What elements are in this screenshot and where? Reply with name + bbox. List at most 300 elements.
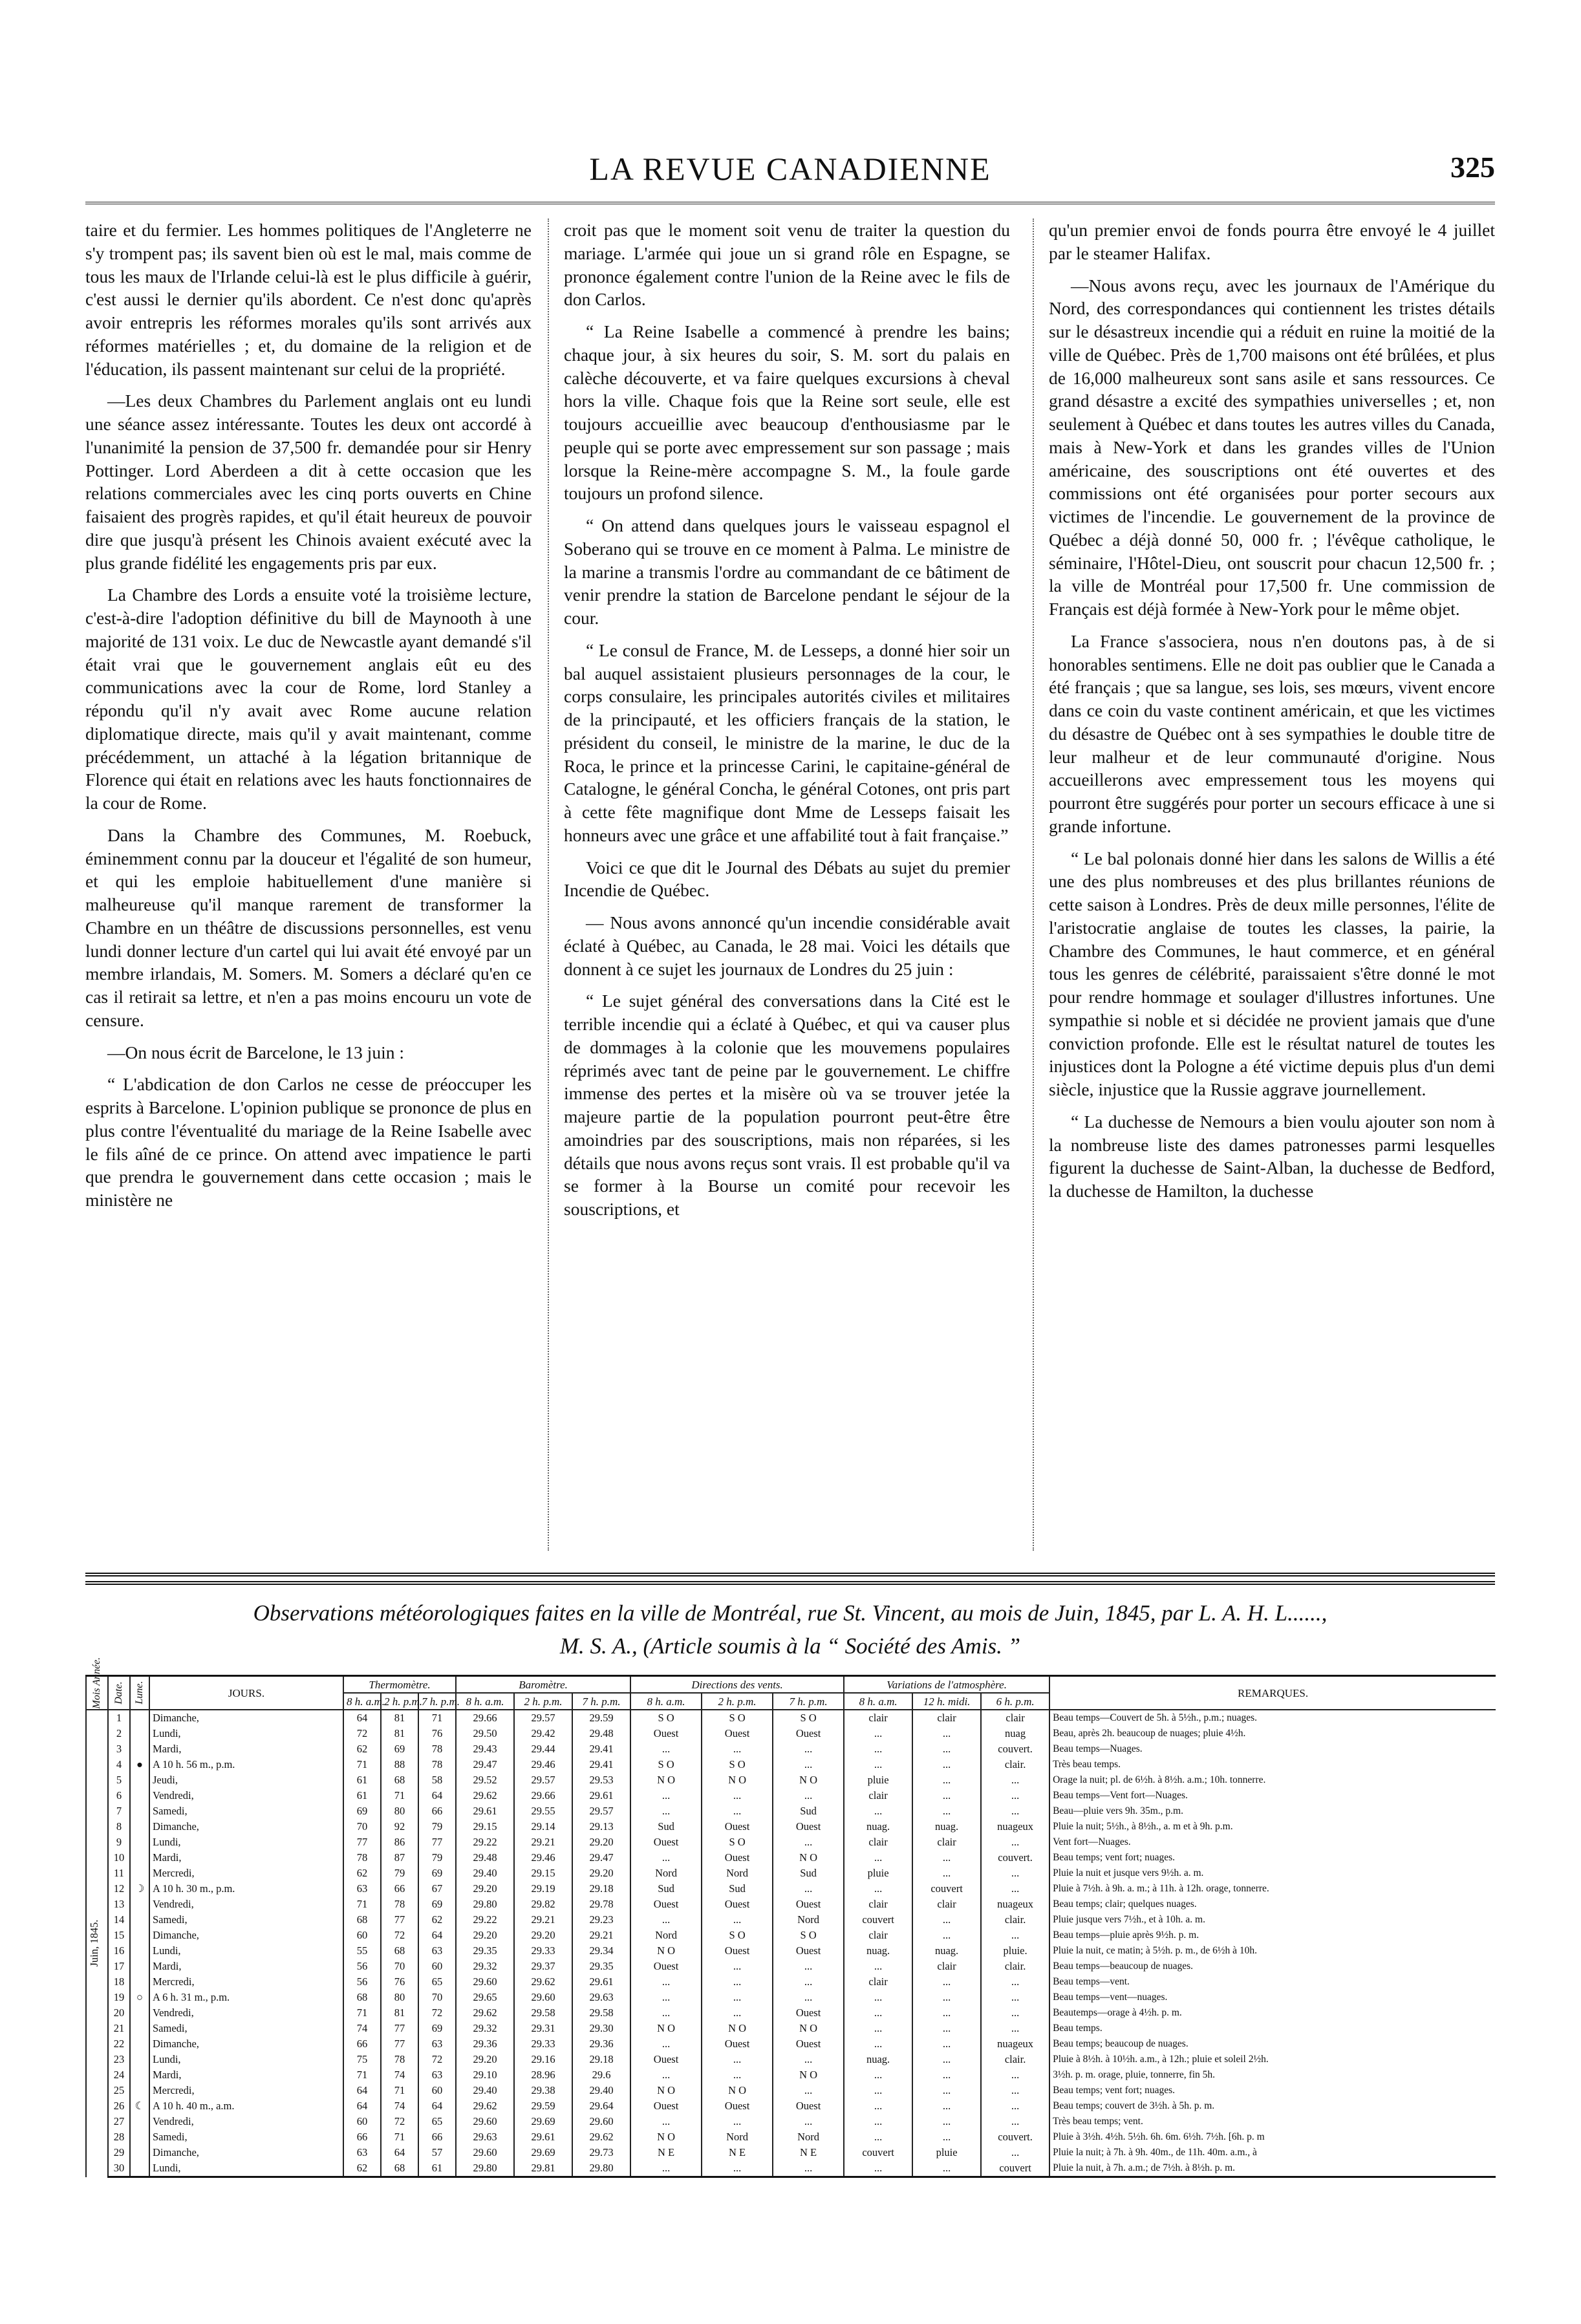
remark-cell: Beau, après 2h. beaucoup de nuages; pluie 4½h. (1049, 1726, 1496, 1741)
wind-cell: S O (702, 1834, 773, 1850)
section-rule (85, 1573, 1495, 1576)
remark-cell: Beau temps—Nuages. (1049, 1741, 1496, 1757)
barometer-cell: 29.73 (572, 2145, 630, 2160)
moon-phase-cell (130, 1803, 149, 1819)
table-row (86, 1881, 1496, 1897)
barometer-cell: 29.60 (456, 2145, 514, 2160)
atmosphere-cell: ... (912, 2052, 981, 2067)
day-cell: Dimanche, (149, 1710, 343, 1726)
moon-phase-cell: ○ (130, 1990, 149, 2005)
table-row (86, 1710, 1496, 1726)
date-cell: 8 (108, 1819, 130, 1834)
wind-cell: ... (773, 1881, 844, 1897)
day-cell: Dimanche, (149, 2036, 343, 2052)
atmosphere-cell: clair (844, 1974, 912, 1990)
wind-cell: ... (773, 2052, 844, 2067)
atmosphere-cell: clair. (981, 1959, 1049, 1974)
day-cell: Samedi, (149, 2021, 343, 2036)
wind-cell: Ouest (702, 2036, 773, 2052)
thermometer-cell: 70 (381, 1959, 418, 1974)
moon-phase-cell (130, 2083, 149, 2098)
thermometer-cell: 71 (381, 1788, 418, 1803)
wind-cell: Sud (773, 1803, 844, 1819)
subheader: 2 h. p.m. (702, 1693, 773, 1710)
paragraph: Voici ce que dit le Journal des Débats au sujet du premier Incendie de Québec. (564, 857, 1010, 901)
thermometer-cell: 69 (418, 1897, 456, 1912)
atmosphere-cell: couvert. (981, 1741, 1049, 1757)
wind-cell: ... (702, 1788, 773, 1803)
date-cell: 12 (108, 1881, 130, 1897)
atmosphere-cell: ... (981, 1834, 1049, 1850)
date-cell: 29 (108, 2145, 130, 2160)
moon-phase-cell (130, 1772, 149, 1788)
subheader: 7 h. p.m. (572, 1693, 630, 1710)
thermometer-cell: 72 (418, 2052, 456, 2067)
thermometer-cell: 78 (381, 2052, 418, 2067)
barometer-cell: 29.57 (572, 1803, 630, 1819)
date-cell: 26 (108, 2098, 130, 2114)
moon-phase-cell (130, 2052, 149, 2067)
wind-cell: ... (702, 2114, 773, 2129)
weather-table-body (86, 1710, 1496, 2177)
atmosphere-cell: pluie. (981, 1943, 1049, 1959)
thermometer-cell: 75 (343, 2052, 381, 2067)
thermometer-cell: 71 (343, 1897, 381, 1912)
thermometer-cell: 64 (418, 2098, 456, 2114)
date-cell: 13 (108, 1897, 130, 1912)
wind-cell: Nord (773, 1912, 844, 1928)
table-row (86, 2114, 1496, 2129)
barometer-cell: 29.33 (514, 2036, 572, 2052)
journal-title: LA REVUE CANADIENNE (589, 151, 991, 187)
date-cell: 3 (108, 1741, 130, 1757)
barometer-cell: 29.46 (514, 1757, 572, 1772)
thermometer-cell: 71 (381, 2083, 418, 2098)
header-atmosphere: Variations de l'atmosphère. (844, 1676, 1049, 1694)
wind-cell: ... (702, 1803, 773, 1819)
barometer-cell: 29.57 (514, 1772, 572, 1788)
barometer-cell: 29.61 (572, 1974, 630, 1990)
wind-cell: ... (702, 2067, 773, 2083)
thermometer-cell: 56 (343, 1974, 381, 1990)
atmosphere-cell: ... (912, 1741, 981, 1757)
wind-cell: Sud (630, 1819, 702, 1834)
thermometer-cell: 63 (418, 1943, 456, 1959)
thermometer-cell: 62 (343, 1741, 381, 1757)
wind-cell: ... (702, 1990, 773, 2005)
date-cell: 21 (108, 2021, 130, 2036)
subheader: 8 h. a.m. (844, 1693, 912, 1710)
thermometer-cell: 66 (343, 2129, 381, 2145)
atmosphere-cell: clair (844, 1834, 912, 1850)
atmosphere-cell: couvert. (981, 1850, 1049, 1866)
atmosphere-cell: ... (981, 2145, 1049, 2160)
wind-cell: N O (702, 2083, 773, 2098)
barometer-cell: 29.65 (456, 1990, 514, 2005)
thermometer-cell: 68 (381, 2160, 418, 2177)
column-divider (1033, 219, 1034, 1551)
wind-cell: Nord (702, 2129, 773, 2145)
day-cell: A 10 h. 40 m., a.m. (149, 2098, 343, 2114)
atmosphere-cell: ... (981, 1928, 1049, 1943)
wind-cell: Ouest (702, 1850, 773, 1866)
day-cell: Vendredi, (149, 2005, 343, 2021)
wind-cell: N E (630, 2145, 702, 2160)
observations-title-line1: Observations météorologiques faites en la ville de Montréal, rue St. Vincent, au mois de Juin, 1845, par L. A. H. L......, (253, 1600, 1328, 1626)
thermometer-cell: 63 (343, 1881, 381, 1897)
atmosphere-cell: ... (844, 2083, 912, 2098)
table-row (86, 1990, 1496, 2005)
table-row (86, 2098, 1496, 2114)
moon-phase-cell (130, 1943, 149, 1959)
table-row (86, 1897, 1496, 1912)
wind-cell: N O (630, 1772, 702, 1788)
article-columns (85, 219, 1495, 1576)
atmosphere-cell: ... (912, 2067, 981, 2083)
wind-cell: ... (630, 2114, 702, 2129)
thermometer-cell: 68 (343, 1912, 381, 1928)
barometer-cell: 29.16 (514, 2052, 572, 2067)
date-cell: 16 (108, 1943, 130, 1959)
barometer-cell: 29.21 (514, 1834, 572, 1850)
wind-cell: ... (702, 2052, 773, 2067)
thermometer-cell: 77 (418, 1834, 456, 1850)
moon-phase-cell (130, 1866, 149, 1881)
thermometer-cell: 72 (343, 1726, 381, 1741)
moon-phase-cell (130, 2067, 149, 2083)
moon-phase-cell (130, 1959, 149, 1974)
paragraph: “ Le bal polonais donné hier dans les salons de Willis a été une des plus nombreuses et des plus brillantes réunions de cette saison à Londres. Près de deux mille personnes, l'élite de l'aristocratie anglaise de toutes les classes, la pairie, la Chambre des Communes, le haut commerce, et en général tous les genres de célébrité, paraissaient s'être donné le mot pour rendre hommage et soulager d'illustres infortunes. Une sympathie si noble et si décidée ne provient jamais que d'une conviction profonde. Elle est le résultat naturel de toutes les injustices dont la Pologne a été victime depuis plus d'un demi siècle, injustice que la Russie aggrave journellement. (1049, 848, 1495, 1099)
barometer-cell: 29.40 (456, 1866, 514, 1881)
day-cell: Vendredi, (149, 1788, 343, 1803)
thermometer-cell: 72 (381, 1928, 418, 1943)
wind-cell: Nord (702, 1866, 773, 1881)
atmosphere-cell: nuag. (844, 1943, 912, 1959)
atmosphere-cell: nuageux (981, 1819, 1049, 1834)
wind-cell: Nord (773, 2129, 844, 2145)
thermometer-cell: 77 (381, 1912, 418, 1928)
atmosphere-cell: couvert. (981, 2129, 1049, 2145)
date-cell: 20 (108, 2005, 130, 2021)
atmosphere-cell: nuag (981, 1726, 1049, 1741)
header-thermometer: Thermomètre. (343, 1676, 456, 1694)
subheader: 8 h. a.m. (630, 1693, 702, 1710)
table-row (86, 2160, 1496, 2177)
wind-cell: ... (630, 1741, 702, 1757)
thermometer-cell: 74 (381, 2067, 418, 2083)
day-cell: Lundi, (149, 1726, 343, 1741)
atmosphere-cell: ... (844, 1803, 912, 1819)
atmosphere-cell: ... (981, 1866, 1049, 1881)
subheader: 2 h. p.m. (381, 1693, 418, 1710)
thermometer-cell: 81 (381, 2005, 418, 2021)
remark-cell: Beau temps—vent. (1049, 1974, 1496, 1990)
remark-cell: Pluie à 7½h. à 9h. a. m.; à 11h. à 12h. orage, tonnerre. (1049, 1881, 1496, 1897)
atmosphere-cell: ... (844, 1990, 912, 2005)
wind-cell: Ouest (630, 1834, 702, 1850)
paragraph: — Nous avons annoncé qu'un incendie considérable avait éclaté à Québec, au Canada, le 28 mai. Voici les détails que donnent à ce sujet les journaux de Londres du 25 juin : (564, 912, 1010, 979)
barometer-cell: 29.48 (572, 1726, 630, 1741)
wind-cell: ... (630, 2067, 702, 2083)
wind-cell: S O (702, 1928, 773, 1943)
atmosphere-cell: ... (912, 1788, 981, 1803)
day-cell: Mardi, (149, 2067, 343, 2083)
wind-cell: ... (702, 1741, 773, 1757)
barometer-cell: 29.69 (514, 2145, 572, 2160)
barometer-cell: 29.36 (572, 2036, 630, 2052)
atmosphere-cell: clair (844, 1897, 912, 1912)
barometer-cell: 29.66 (514, 1788, 572, 1803)
wind-cell: ... (702, 1912, 773, 1928)
remark-cell: Pluie jusque vers 7½h., et à 10h. a. m. (1049, 1912, 1496, 1928)
moon-phase-cell (130, 2114, 149, 2129)
wind-cell: ... (630, 1990, 702, 2005)
paragraph: qu'un premier envoi de fonds pourra être envoyé le 4 juillet par le steamer Halifax. (1049, 220, 1495, 263)
wind-cell: ... (630, 1788, 702, 1803)
moon-phase-cell: ● (130, 1757, 149, 1772)
barometer-cell: 29.61 (514, 2129, 572, 2145)
barometer-cell: 29.63 (456, 2129, 514, 2145)
thermometer-cell: 60 (418, 1959, 456, 1974)
moon-phase-cell (130, 1928, 149, 1943)
wind-cell: S O (630, 1710, 702, 1726)
day-cell: Lundi, (149, 2160, 343, 2177)
remark-cell: Très beau temps. (1049, 1757, 1496, 1772)
thermometer-cell: 78 (381, 1897, 418, 1912)
wind-cell: N O (773, 1850, 844, 1866)
wind-cell: Sud (630, 1881, 702, 1897)
barometer-cell: 29.81 (514, 2160, 572, 2177)
barometer-cell: 29.48 (456, 1850, 514, 1866)
moon-phase-cell (130, 1741, 149, 1757)
date-cell: 24 (108, 2067, 130, 2083)
atmosphere-cell: ... (844, 2114, 912, 2129)
thermometer-cell: 64 (343, 2083, 381, 2098)
thermometer-cell: 61 (343, 1788, 381, 1803)
atmosphere-cell: ... (912, 1928, 981, 1943)
thermometer-cell: 78 (418, 1741, 456, 1757)
barometer-cell: 29.78 (572, 1897, 630, 1912)
wind-cell: ... (773, 1974, 844, 1990)
page-number: 325 (1450, 151, 1495, 184)
wind-cell: ... (773, 1757, 844, 1772)
wind-cell: Ouest (630, 2052, 702, 2067)
barometer-cell: 29.62 (456, 1788, 514, 1803)
header-wind-directions: Directions des vents. (630, 1676, 844, 1694)
day-cell: Mercredi, (149, 1974, 343, 1990)
thermometer-cell: 63 (418, 2036, 456, 2052)
table-row (86, 2052, 1496, 2067)
wind-cell: ... (773, 2083, 844, 2098)
paragraph: “ On attend dans quelques jours le vaisseau espagnol el Soberano qui se trouve en ce moment à Palma. Le ministre de la marine a transmis l'ordre au commandant de ce bâtiment de venir prendre la station de Barcelone pendant le séjour de la cour. (564, 515, 1010, 628)
column-divider (548, 219, 549, 1551)
atmosphere-cell: pluie (844, 1772, 912, 1788)
thermometer-cell: 70 (343, 1819, 381, 1834)
barometer-cell: 29.18 (572, 1881, 630, 1897)
atmosphere-cell: couvert (844, 1912, 912, 1928)
atmosphere-cell: ... (844, 1959, 912, 1974)
atmosphere-cell: ... (981, 2021, 1049, 2036)
barometer-cell: 29.59 (572, 1710, 630, 1726)
wind-cell: S O (702, 1710, 773, 1726)
barometer-cell: 29.44 (514, 1741, 572, 1757)
wind-cell: ... (773, 1834, 844, 1850)
atmosphere-cell: ... (981, 2083, 1049, 2098)
atmosphere-cell: couvert (844, 2145, 912, 2160)
date-cell: 19 (108, 1990, 130, 2005)
remark-cell: Beau temps. (1049, 2021, 1496, 2036)
atmosphere-cell: clair. (981, 1757, 1049, 1772)
thermometer-cell: 63 (418, 2067, 456, 2083)
wind-cell: Ouest (702, 1726, 773, 1741)
atmosphere-cell: ... (981, 1772, 1049, 1788)
thermometer-cell: 72 (381, 2114, 418, 2129)
atmosphere-cell: clair (844, 1710, 912, 1726)
atmosphere-cell: ... (844, 2036, 912, 2052)
barometer-cell: 29.23 (572, 1912, 630, 1928)
moon-phase-cell (130, 1726, 149, 1741)
thermometer-cell: 64 (418, 1788, 456, 1803)
barometer-cell: 29.13 (572, 1819, 630, 1834)
atmosphere-cell: nuag. (844, 1819, 912, 1834)
date-cell: 22 (108, 2036, 130, 2052)
thermometer-cell: 66 (418, 2129, 456, 2145)
wind-cell: Ouest (773, 2098, 844, 2114)
atmosphere-cell: ... (981, 1881, 1049, 1897)
atmosphere-cell: ... (844, 2098, 912, 2114)
remark-cell: Beau temps—vent—nuages. (1049, 1990, 1496, 2005)
thermometer-cell: 66 (343, 2036, 381, 2052)
wind-cell: N O (773, 1772, 844, 1788)
remark-cell: 3½h. p. m. orage, pluie, tonnerre, fin 5h. (1049, 2067, 1496, 2083)
paragraph: “ L'abdication de don Carlos ne cesse de préoccuper les esprits à Barcelone. L'opinion publique se prononce de plus en plus contre l'éventualité du mariage de la Reine Isabelle avec le fils aîné de ce prince. On attend avec impatience le parti que prendra le gouvernement dans cette occasion ; mais le ministère ne (85, 1074, 532, 1210)
atmosphere-cell: clair (981, 1710, 1049, 1726)
atmosphere-cell: ... (981, 2098, 1049, 2114)
table-row (86, 1772, 1496, 1788)
thermometer-cell: 61 (343, 1772, 381, 1788)
barometer-cell: 29.64 (572, 2098, 630, 2114)
barometer-cell: 29.32 (456, 2021, 514, 2036)
day-cell: Mercredi, (149, 2083, 343, 2098)
column-3 (1049, 219, 1495, 1576)
wind-cell: Ouest (630, 1959, 702, 1974)
date-cell: 2 (108, 1726, 130, 1741)
date-cell: 7 (108, 1803, 130, 1819)
thermometer-cell: 60 (343, 2114, 381, 2129)
atmosphere-cell: couvert (981, 2160, 1049, 2177)
day-cell: Dimanche, (149, 1819, 343, 1834)
barometer-cell: 29.61 (456, 1803, 514, 1819)
atmosphere-cell: ... (912, 2083, 981, 2098)
barometer-cell: 29.20 (456, 1928, 514, 1943)
remark-cell: Pluie la nuit, à 7h. a.m.; de 7½h. à 8½h. p. m. (1049, 2160, 1496, 2177)
barometer-cell: 29.20 (572, 1866, 630, 1881)
barometer-cell: 29.43 (456, 1741, 514, 1757)
barometer-cell: 29.30 (572, 2021, 630, 2036)
thermometer-cell: 60 (418, 2083, 456, 2098)
subheader: 2 h. p.m. (514, 1693, 572, 1710)
table-row (86, 1959, 1496, 1974)
date-cell: 15 (108, 1928, 130, 1943)
column-1 (85, 219, 532, 1576)
barometer-cell: 29.20 (572, 1834, 630, 1850)
thermometer-cell: 66 (418, 1803, 456, 1819)
subheader: 12 h. midi. (912, 1693, 981, 1710)
day-cell: Mardi, (149, 1959, 343, 1974)
thermometer-cell: 74 (343, 2021, 381, 2036)
moon-phase-cell (130, 1850, 149, 1866)
barometer-cell: 29.62 (514, 1974, 572, 1990)
barometer-cell: 29.80 (456, 2160, 514, 2177)
thermometer-cell: 88 (381, 1757, 418, 1772)
atmosphere-cell: clair (912, 1959, 981, 1974)
thermometer-cell: 79 (381, 1866, 418, 1881)
date-cell: 28 (108, 2129, 130, 2145)
barometer-cell: 29.10 (456, 2067, 514, 2083)
thermometer-cell: 65 (418, 2114, 456, 2129)
wind-cell: Ouest (773, 2005, 844, 2021)
barometer-cell: 29.35 (572, 1959, 630, 1974)
barometer-cell: 29.33 (514, 1943, 572, 1959)
table-row (86, 2005, 1496, 2021)
remark-cell: Beautemps—orage à 4½h. p. m. (1049, 2005, 1496, 2021)
thermometer-cell: 80 (381, 1990, 418, 2005)
remark-cell: Beau temps—beaucoup de nuages. (1049, 1959, 1496, 1974)
day-cell: Vendredi, (149, 1897, 343, 1912)
table-row (86, 1850, 1496, 1866)
header-barometer: Baromètre. (456, 1676, 630, 1694)
atmosphere-cell: pluie (912, 2145, 981, 2160)
atmosphere-cell: ... (912, 1866, 981, 1881)
thermometer-cell: 78 (343, 1850, 381, 1866)
remark-cell: Vent fort—Nuages. (1049, 1834, 1496, 1850)
wind-cell: Ouest (630, 1726, 702, 1741)
month-cell: Juin, 1845. (86, 1710, 108, 2177)
wind-cell: S O (773, 1710, 844, 1726)
barometer-cell: 29.20 (456, 1881, 514, 1897)
table-row (86, 1834, 1496, 1850)
weather-table (85, 1657, 1496, 2178)
date-cell: 4 (108, 1757, 130, 1772)
wind-cell: ... (630, 2160, 702, 2177)
header-rule (85, 202, 1495, 204)
date-cell: 27 (108, 2114, 130, 2129)
table-row (86, 2129, 1496, 2145)
subheader: 8 h. a.m. (343, 1693, 381, 1710)
remark-cell: Beau temps; vent fort; nuages. (1049, 1850, 1496, 1866)
subheader: 6 h. p.m. (981, 1693, 1049, 1710)
barometer-cell: 29.22 (456, 1912, 514, 1928)
table-row (86, 1803, 1496, 1819)
table-row (86, 2083, 1496, 2098)
day-cell: A 10 h. 30 m., p.m. (149, 1881, 343, 1897)
atmosphere-cell: ... (912, 1726, 981, 1741)
thermometer-cell: 71 (343, 2067, 381, 2083)
moon-phase-cell (130, 1974, 149, 1990)
thermometer-cell: 64 (418, 1928, 456, 1943)
thermometer-cell: 86 (381, 1834, 418, 1850)
wind-cell: N O (630, 2083, 702, 2098)
wind-cell: ... (630, 2005, 702, 2021)
barometer-cell: 29.19 (514, 1881, 572, 1897)
wind-cell: Sud (702, 1881, 773, 1897)
wind-cell: Sud (773, 1866, 844, 1881)
date-cell: 25 (108, 2083, 130, 2098)
atmosphere-cell: ... (981, 2005, 1049, 2021)
atmosphere-cell: ... (912, 2160, 981, 2177)
thermometer-cell: 81 (381, 1710, 418, 1726)
barometer-cell: 29.58 (514, 2005, 572, 2021)
